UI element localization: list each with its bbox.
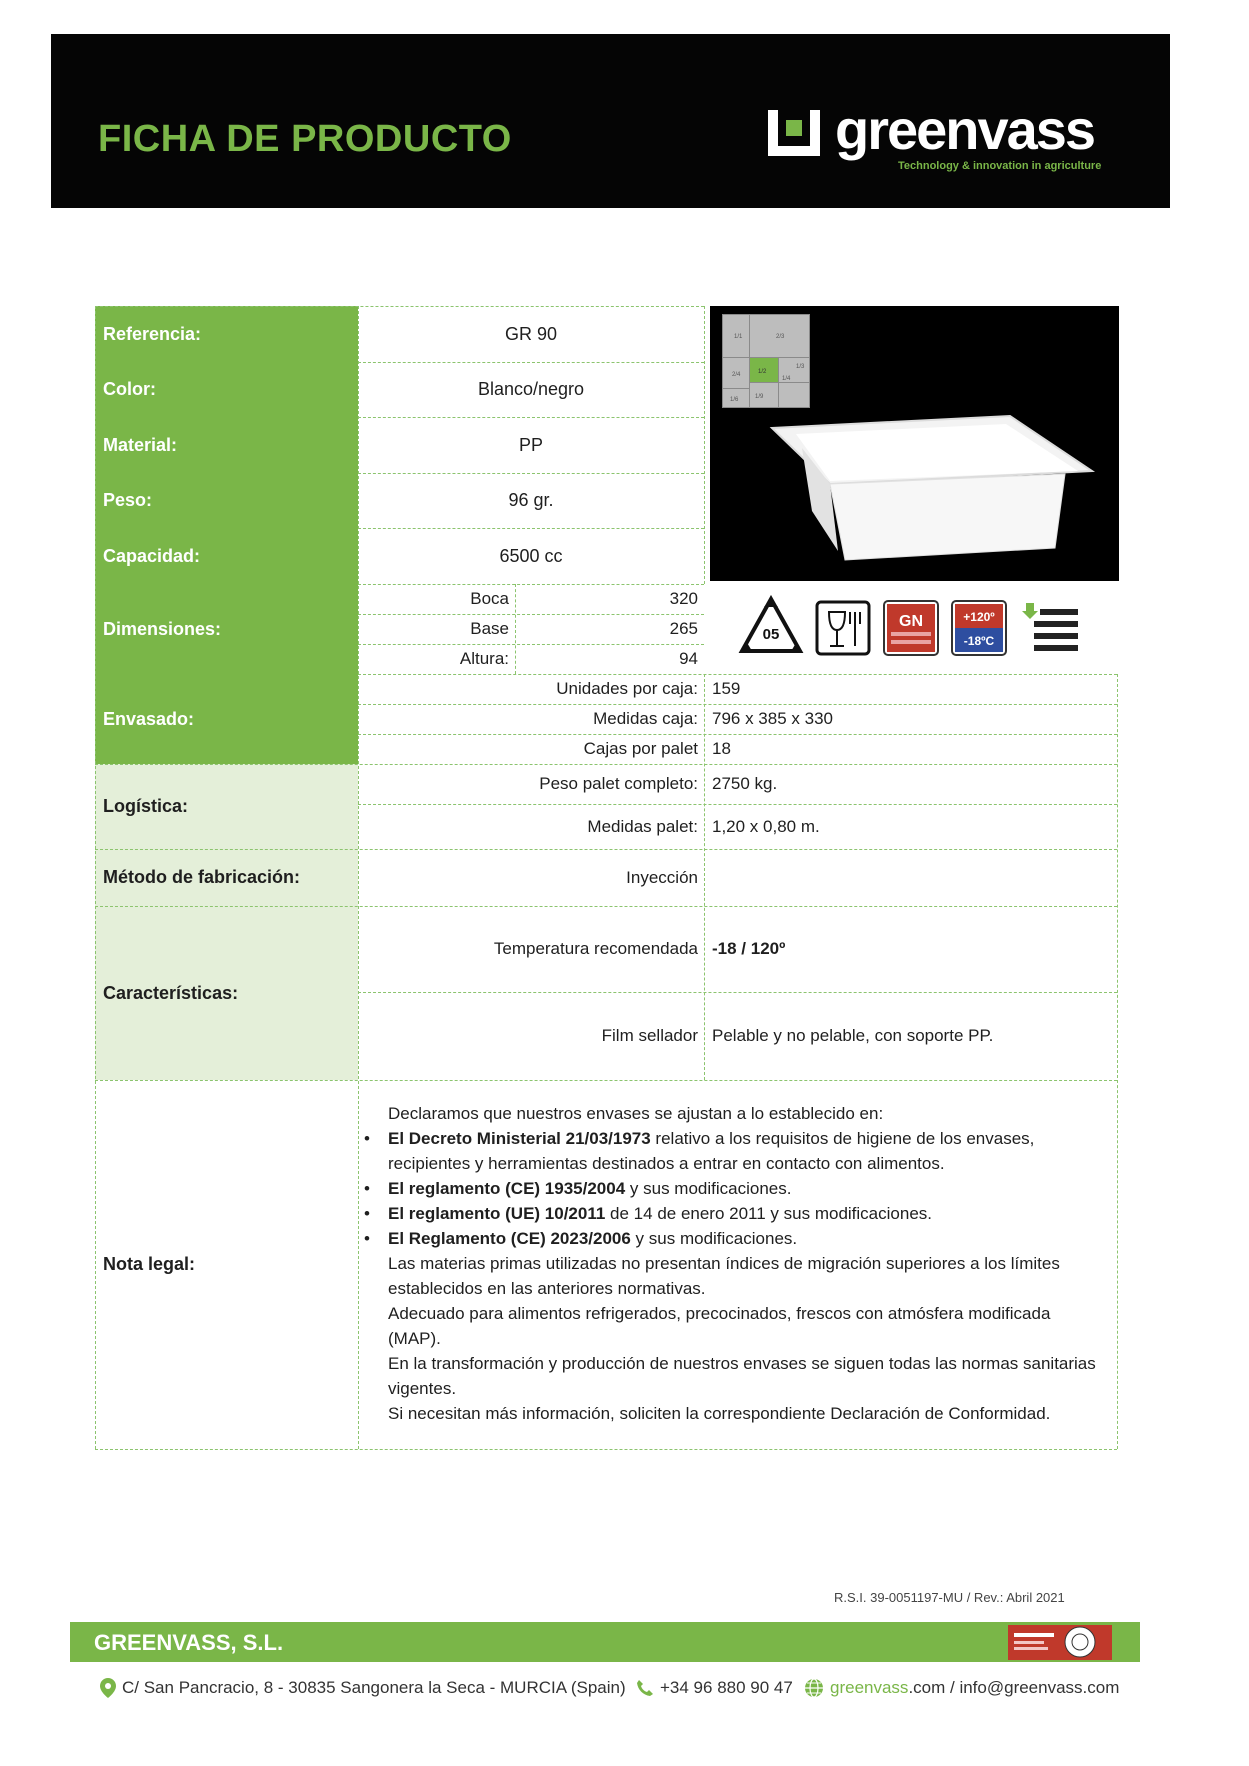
label-caracteristicas: Características: xyxy=(103,982,239,1003)
svg-text:1/6: 1/6 xyxy=(730,397,739,403)
label-capacidad: Capacidad: xyxy=(103,545,201,566)
logo-tagline: Technology & innovation in agriculture xyxy=(898,160,1102,172)
label-dimensiones: Dimensiones: xyxy=(103,618,222,639)
env-unidades-label: Unidades por caja: xyxy=(556,679,698,698)
car-film-value: Pelable y no pelable, con soporte PP. xyxy=(712,1026,994,1045)
stackable-icon xyxy=(1020,603,1080,653)
value-metodo: Inyección xyxy=(626,867,698,887)
svg-text:1/9: 1/9 xyxy=(755,394,764,400)
value-material: PP xyxy=(518,434,543,455)
phone-icon xyxy=(636,1679,654,1697)
label-nota-legal: Nota legal: xyxy=(103,1254,196,1274)
dim-boca-value: 320 xyxy=(669,589,698,608)
legal-item: • El Decreto Ministerial 21/03/1973 relativo a los requisitos de higiene de los envases, recipientes y herramientas destinados a entrar en contacto con alimentos. xyxy=(388,1126,1108,1176)
label-logistica: Logística: xyxy=(103,796,189,816)
value-capacidad: 6500 cc xyxy=(499,545,563,566)
label-material: Material: xyxy=(103,434,178,455)
gastronorm-gn-icon xyxy=(883,600,939,656)
legal-paragraph: Las materias primas utilizadas no presentan índices de migración superiores a los límites establecidos en las anteriores normativas. xyxy=(388,1254,1060,1298)
footer-address xyxy=(100,1678,626,1698)
svg-text:05: 05 xyxy=(762,626,780,643)
label-envasado: Envasado: xyxy=(103,708,195,729)
svg-text:2/3: 2/3 xyxy=(776,334,785,340)
svg-text:1/1: 1/1 xyxy=(734,334,743,340)
temperature-range-icon xyxy=(951,600,1007,656)
svg-text:-18ºC: -18ºC xyxy=(963,634,995,648)
phone-text: +34 96 880 90 47 xyxy=(660,1678,793,1697)
label-color: Color: xyxy=(103,379,156,399)
car-temperatura-value: -18 / 120º xyxy=(712,939,786,958)
legal-item: • El Reglamento (CE) 2023/2006 y sus modificaciones. xyxy=(388,1226,1108,1251)
legal-item: • El reglamento (UE) 10/2011 de 14 de enero 2011 y sus modificaciones. xyxy=(388,1201,1108,1226)
value-color: Blanco/negro xyxy=(477,379,585,399)
location-pin-icon xyxy=(100,1678,116,1698)
label-metodo: Método de fabricación: xyxy=(103,867,301,887)
recycle-pp-05-icon xyxy=(738,595,804,657)
legal-text xyxy=(388,1101,1108,1426)
gn-size-grid xyxy=(722,314,810,408)
food-safe-icon xyxy=(815,600,871,656)
dim-altura-value: 94 xyxy=(679,649,698,668)
dim-base-label: Base xyxy=(470,619,509,638)
env-medidas-label: Medidas caja: xyxy=(593,709,698,728)
legal-paragraph: En la transformación y producción de nuestros envases se siguen todas las normas sanitarias vigentes. xyxy=(388,1354,1096,1398)
footer-web xyxy=(804,1678,1119,1698)
company-name: GREENVASS, S.L. xyxy=(94,1630,284,1655)
car-film-label: Film sellador xyxy=(601,1026,698,1045)
globe-icon xyxy=(804,1678,824,1698)
legal-item: • El reglamento (CE) 1935/2004 y sus modificaciones. xyxy=(388,1176,1108,1201)
document-title: FICHA DE PRODUCTO xyxy=(98,118,512,160)
car-temperatura-label: Temperatura recomendada xyxy=(493,939,698,958)
dim-altura-label: Altura: xyxy=(459,649,509,668)
value-referencia: GR 90 xyxy=(504,323,558,344)
log-medidas-label: Medidas palet: xyxy=(587,816,698,836)
svg-text:1/4: 1/4 xyxy=(782,376,791,382)
certification-seal-icon xyxy=(1008,1625,1112,1660)
product-photo xyxy=(710,306,1119,581)
svg-text:+120º: +120º xyxy=(963,610,995,624)
legal-list xyxy=(388,1126,1108,1251)
website-link[interactable]: greenvass.com / info@greenvass.com xyxy=(830,1678,1120,1697)
logo-wordmark: greenvass xyxy=(835,98,1095,161)
value-peso: 96 gr. xyxy=(508,490,554,510)
registry-revision: R.S.I. 39-0051197-MU / Rev.: Abril 2021 xyxy=(834,1590,1065,1605)
dim-boca-label: Boca xyxy=(470,589,509,608)
legal-intro: Declaramos que nuestros envases se ajustan a lo establecido en: xyxy=(388,1104,884,1123)
address-text: C/ San Pancracio, 8 - 30835 Sangonera la Seca - MURCIA (Spain) xyxy=(122,1678,626,1697)
svg-text:2/4: 2/4 xyxy=(732,372,741,378)
svg-text:1/2: 1/2 xyxy=(758,369,767,375)
env-cajas-label: Cajas por palet xyxy=(583,739,698,758)
svg-text:GN: GN xyxy=(899,613,923,630)
label-referencia: Referencia: xyxy=(103,323,202,344)
footer-phone xyxy=(636,1678,793,1698)
log-peso-value: 2750 kg. xyxy=(712,774,778,793)
env-medidas-value: 796 x 385 x 330 xyxy=(712,709,833,728)
log-peso-label: Peso palet completo: xyxy=(539,774,698,793)
legal-paragraph: Si necesitan más información, soliciten la correspondiente Declaración de Conformidad. xyxy=(388,1404,1051,1423)
label-peso: Peso: xyxy=(103,490,153,510)
svg-text:1/3: 1/3 xyxy=(796,364,805,370)
dim-base-value: 265 xyxy=(669,619,698,638)
greenvass-logo-icon xyxy=(768,110,820,156)
env-unidades-value: 159 xyxy=(712,679,741,698)
log-medidas-value: 1,20 x 0,80 m. xyxy=(712,816,820,836)
env-cajas-value: 18 xyxy=(712,739,731,758)
legal-paragraph: Adecuado para alimentos refrigerados, precocinados, frescos con atmósfera modificada (MAP). xyxy=(388,1304,1051,1348)
certification-seal xyxy=(1008,1625,1112,1660)
